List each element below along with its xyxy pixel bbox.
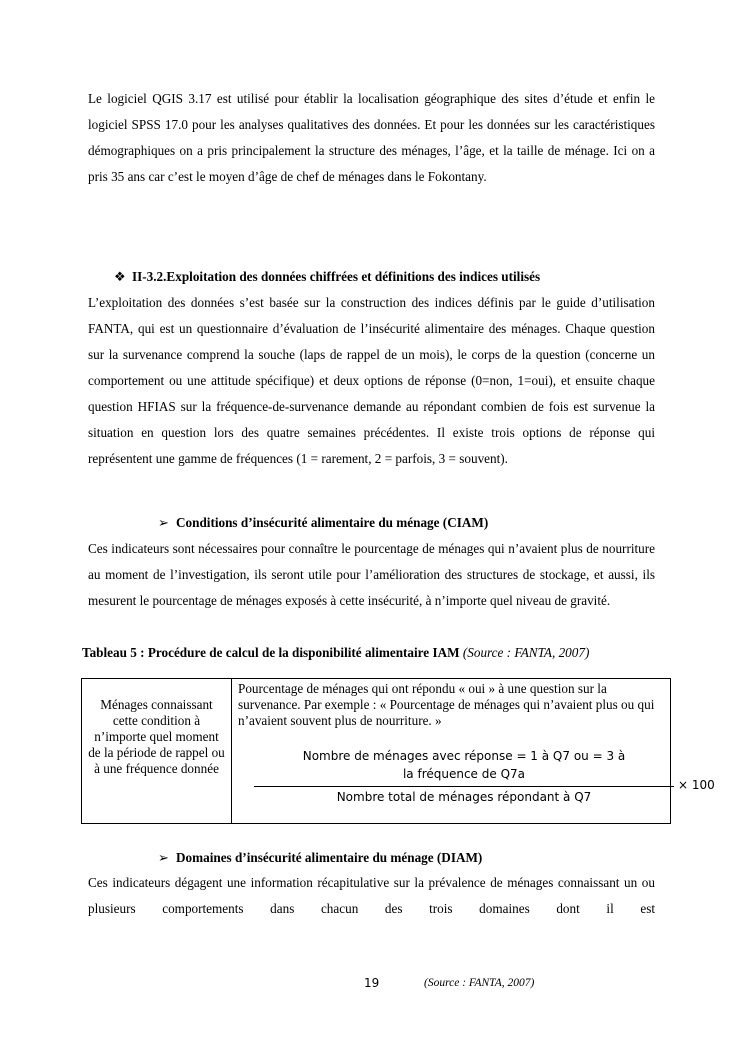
table-definition: Pourcentage de ménages qui ont répondu « oui » à une question sur la survenance. Par exemple : « Pourcentage de ménages qui n’avaient plus ou qui n’avaient souvent plus de nourriture. »	[238, 681, 655, 728]
formula-fraction	[254, 747, 674, 805]
calculation-table	[81, 678, 715, 824]
paragraph-software: Le logiciel QGIS 3.17 est utilisé pour établir la localisation géographique des sites d’étude et enfin le logiciel SPSS 17.0 pour les analyses qualitatives des données. Et pour les données sur les caractéristiques démographiques on a pris principalement la structure des ménages, l’âge, et la taille de ménage. Ici on a pris 35 ans car c’est le moyen d’âge de chef de ménages dans le Fokontany.	[88, 91, 655, 184]
diamond-bullet-icon: ❖	[114, 269, 126, 284]
arrow-bullet-icon: ➢	[158, 515, 170, 530]
arrow-bullet-icon: ➢	[158, 850, 170, 865]
table-right-cell	[232, 679, 715, 824]
subheading-ciam-text: Conditions d’insécurité alimentaire du ménage (CIAM)	[176, 515, 489, 530]
paragraph-ciam: Ces indicateurs sont nécessaires pour connaître le pourcentage de ménages qui n’avaient plus de nourriture au moment de l’investigation, ils seront utile pour l’amélioration des structures de stockage, et aussi, ils mesurent le pourcentage de ménages exposés à cette insécurité, à n’importe quel niveau de gravité.	[88, 541, 655, 608]
formula-numerator-line1: Nombre de ménages avec réponse = 1 à Q7 ou = 3 à	[302, 749, 626, 763]
table-caption-source: (Source : FANTA, 2007)	[462, 645, 590, 660]
formula-multiplier: × 100	[678, 778, 715, 792]
subheading-diam-text: Domaines d’insécurité alimentaire du ménage (DIAM)	[176, 850, 483, 865]
subheading-ciam	[158, 514, 488, 532]
paragraph-diam: Ces indicateurs dégagent une information récapitulative sur la prévalence de ménages connaissant un ou plusieurs comportements dans chacun des trois domaines dont il est	[88, 875, 655, 916]
table-caption	[82, 645, 642, 660]
table-caption-title: Tableau 5 : Procédure de calcul de la disponibilité alimentaire IAM	[82, 645, 460, 660]
table-left-cell: Ménages connaissant cette condition à n’importe quel moment de la période de rappel ou à une fréquence donnée	[82, 679, 232, 824]
subheading-diam	[158, 849, 482, 867]
formula-numerator-line2: la fréquence de Q7a	[402, 767, 526, 781]
paragraph-exploitation: L’exploitation des données s’est basée sur la construction des indices définis par le guide d’utilisation FANTA, qui est un questionnaire d’évaluation de l’insécurité alimentaire des ménages. Chaque question sur la survenance comprend la souche (laps de rappel de un mois), le corps de la question (concerne un comportement ou une attitude spécifique) et deux options de réponse (0=non, 1=oui), et ensuite chaque question HFIAS sur la fréquence-de-survenance demande au répondant combien de fois est survenue la situation en question lors des quatre semaines précédentes. Il existe trois options de réponse qui représentent une gamme de fréquences (1 = rarement, 2 = parfois, 3 = souvent).	[88, 295, 655, 466]
footer-source: (Source : FANTA, 2007)	[424, 977, 535, 989]
section-heading-text: II-3.2.Exploitation des données chiffrées et définitions des indices utilisés	[132, 269, 541, 284]
section-heading-ii-3-2	[114, 268, 540, 286]
page-number: 19	[364, 976, 380, 990]
formula-denominator: Nombre total de ménages répondant à Q7	[336, 790, 592, 804]
